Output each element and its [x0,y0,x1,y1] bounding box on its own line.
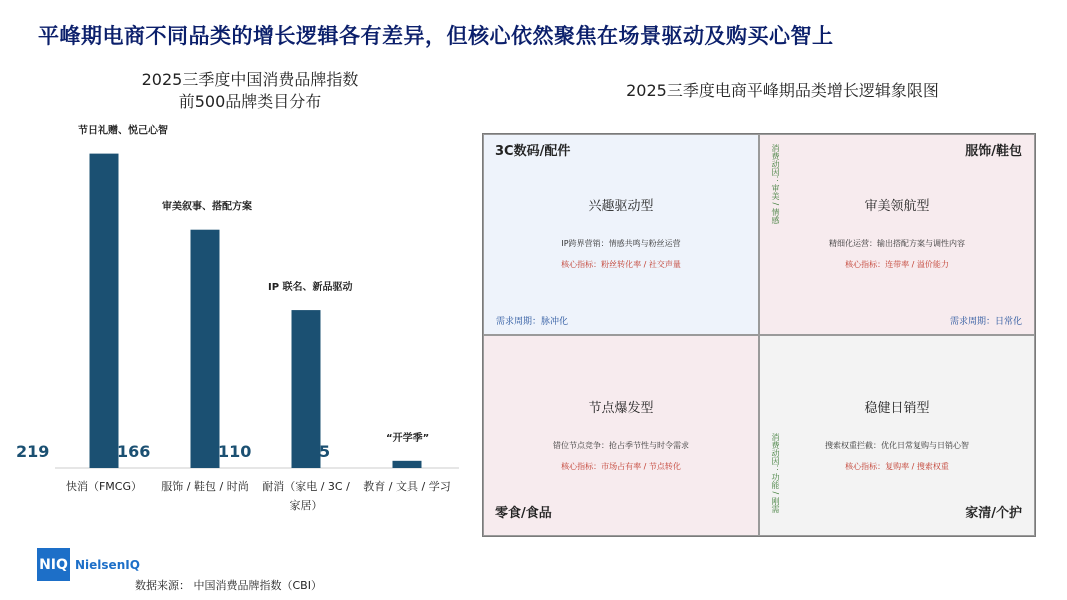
niq-logo [37,548,140,581]
x-tick-label-0: 快消（FMCG） [65,480,143,493]
quadrant-name-event: 节点爆发型 [588,401,654,416]
quadrant-strategy-aesthetic: 精细化运营：输出搭配方案与调性内容 [829,239,965,248]
quadrant-kpi-steady: 核心指标：复购率 / 搜索权重 [845,462,949,471]
quadrant-name-steady: 稳健日销型 [864,401,930,416]
source-note: 数据来源： 中国消费品牌指数（CBI） [135,579,322,592]
quadrant-name-interest: 兴趣驱动型 [588,199,654,214]
quadrant-name-aesthetic: 审美领航型 [864,199,930,214]
axis-label-motive-aesthetic: 消费动因：审美 / 情感 [771,144,780,224]
corner-label-bottom-left: 零食/食品 [495,506,552,521]
bar-annotation-2: IP 联名、新品驱动 [268,282,353,294]
bar-value-label-0: 219 [16,442,50,461]
corner-label-bottom-right: 家清/个护 [965,506,1022,521]
axis-label-cycle-daily: 需求周期：日常化 [949,317,1022,327]
x-tick-label-1: 服饰 / 鞋包 / 时尚 [161,480,249,493]
bar-annotation-3: “开学季” [386,432,430,444]
axis-label-motive-function: 消费动因：功能 / 刚需 [771,433,780,513]
quadrant-strategy-event: 错位节点竞争：抢占季节性与时令需求 [553,441,689,450]
bar-2 [292,310,321,468]
quadrant-kpi-aesthetic: 核心指标：连带率 / 溢价能力 [845,260,949,269]
quadrant-strategy-interest: IP跨界营销：情感共鸣与粉丝运营 [561,239,681,248]
quadrant-kpi-event: 核心指标：市场占有率 / 节点转化 [561,462,681,471]
bar-value-label-1: 166 [117,442,151,461]
quadrant-strategy-steady: 搜索权重拦截：优化日常复购与日销心智 [825,441,969,450]
bar-1 [191,230,220,468]
quadrant-chart-title: 2025三季度电商平峰期品类增长逻辑象限图 [626,81,939,100]
bar-value-label-3: 5 [319,442,331,461]
x-tick-label-3: 教育 / 文具 / 学习 [363,480,451,493]
bar-3 [393,461,422,468]
bar-chart-title-line1: 2025三季度中国消费品牌指数 [141,70,359,89]
bar-value-label-2: 110 [218,442,252,461]
quadrant-kpi-interest: 核心指标：粉丝转化率 / 社交声量 [561,260,681,269]
corner-label-top-right: 服饰/鞋包 [965,144,1022,159]
quadrant-top-right [759,134,1035,335]
quadrant-top-left [483,134,759,335]
axis-label-cycle-pulse: 需求周期：脉冲化 [496,317,569,327]
bar-annotation-0: 节日礼赠、悦己心智 [78,125,168,137]
page-title: 平峰期电商不同品类的增长逻辑各有差异，但核心依然聚焦在场景驱动及购买心智上 [38,24,834,48]
niq-logo-text: NielsenIQ [75,557,140,572]
x-tick-label-2-0: 耐消（家电 / 3C / [262,480,350,493]
bar-chart-title-line2: 前500品牌类目分布 [178,92,322,111]
bar-annotation-1: 审美叙事、搭配方案 [162,201,252,213]
corner-label-top-left: 3C数码/配件 [495,144,571,159]
niq-logo-mark: NIQ [37,548,70,581]
x-tick-label-2-1: 家居） [289,499,323,512]
bar-chart [0,0,480,530]
bar-0 [90,154,119,468]
